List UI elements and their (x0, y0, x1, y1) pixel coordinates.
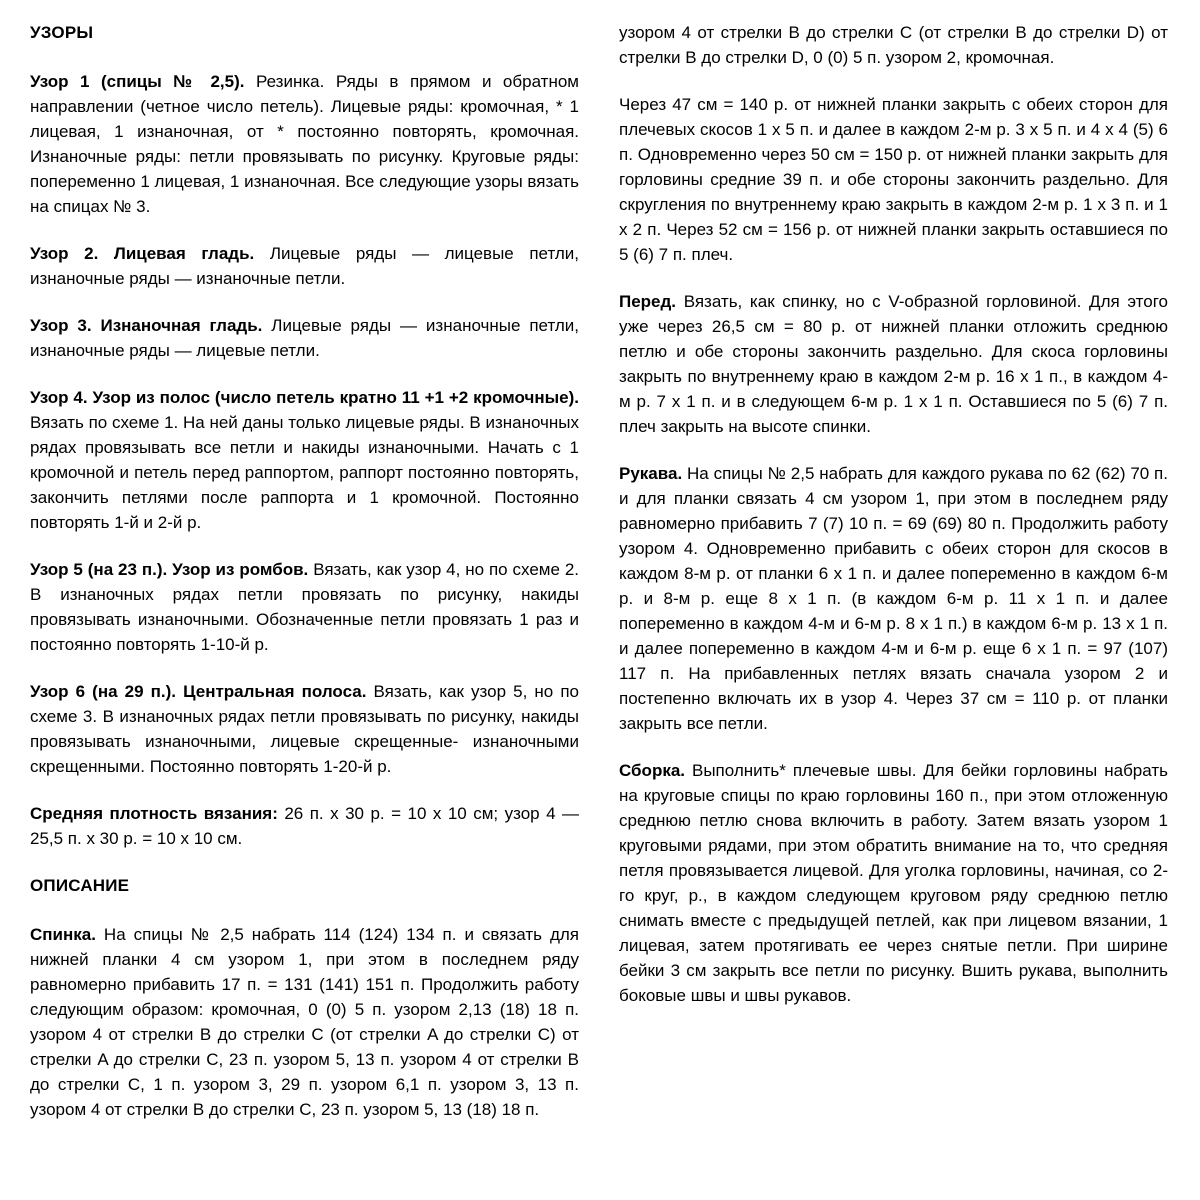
paragraph-text: Выполнить* плечевые швы. Для бейки горловины набрать на круговые спицы по краю горловины 160 п., при этом отложенную среднюю петлю снова включить в работу. Затем вязать узором 1 круговыми рядами, при этом обратить внимание на то, что средняя петля провязывается лицевой. Для уголка горловины, начиная, со 2-го круг, р., в каждом следующем круговом ряду среднюю петлю снимать вместе с предыдущей петлей, как при лицевом вязании, 1 лицевая, затем протягивать ее через снятые петли. При ширине бейки 3 см закрыть все петли по рисунку. Вшить рукава, выполнить боковые швы и швы рукавов. (619, 761, 1168, 1005)
paragraph-text: На спицы № 2,5 набрать для каждого рукава по 62 (62) 70 п. и для планки связать 4 см узором 1, при этом в последнем ряду равномерно прибавить 7 (7) 10 п. = 69 (69) 80 п. Продолжить работу узором 4. Одновременно прибавить с обеих сторон для скосов в каждом 8-м р. от планки 6 x 1 п. и далее попеременно в каждом 6-м р. и 8-м р. еще 8 x 1 п. (в каждом 6-м р. 11 x 1 п. и далее попеременно в каждом 4-м и 6-м р. 8 x 1 п.) в каждом 6-м р. 13 x 1 п. и далее попеременно в каждом 4-м и 6-м р. еще 6 x 1 п. = 97 (107) 117 п. На прибавленных петлях вязать сначала узором 2 и постепенно включать их в узор 4. Через 37 см = 110 р. от планки закрыть все петли. (619, 464, 1168, 733)
column-left (30, 20, 579, 1122)
paragraph-text: Лицевые ряды — лицевые петли, изнаночные ряды — изнаночные петли. (30, 244, 579, 288)
paragraph-shoulder-shaping (619, 92, 1168, 267)
column-right (619, 20, 1168, 1122)
section-heading-uzory: УЗОРЫ (30, 23, 94, 42)
section-heading-opisanie: ОПИСАНИЕ (30, 876, 130, 895)
paragraph-text: Вязать, как спинку, но с V-образной горловиной. Для этого уже через 26,5 см = 80 р. от нижней планки отложить среднюю петлю и обе стороны закончить раздельно. Для скоса горловины закрыть по внутреннему краю в каждом 2-м р. 16 x 1 п., в каждом 4-м р. 7 x 1 п. и в следующем 6-м р. 1 x 1 п. Оставшиеся по 5 (6) 7 п. плеч закрыть на высоте спинки. (619, 292, 1168, 436)
paragraph-lead: Рукава. (619, 464, 683, 483)
two-column-layout (30, 20, 1168, 1122)
paragraph-text: На спицы № 2,5 набрать 114 (124) 134 п. и связать для нижней планки 4 см узором 1, при этом в последнем ряду равномерно прибавить 17 п. = 131 (141) 151 п. Продолжить работу следующим образом: кромочная, 0 (0) 5 п. узором 2,13 (18) 18 п. узором 4 от стрелки B до стрелки C (от стрелки A до стрелки C) от стрелки A до стрелки C, 23 п. узором 5, 13 п. узором 4 от стрелки B до стрелки C, 1 п. узором 3, 29 п. узором 6,1 п. узором 3, 13 п. узором 4 от стрелки B до стрелки C, 23 п. узором 5, 13 (18) 18 п. (30, 925, 579, 1119)
paragraph-spinka (30, 922, 579, 1122)
paragraph-text: Резинка. Ряды в прямом и обратном направлении (четное число петель). Лицевые ряды: кромочная, * 1 лицевая, 1 изнаночная, от * постоянно повторять, кромочная. Изнаночные ряды: петли провязывать по рисунку. Круговые ряды: попеременно 1 лицевая, 1 изнаночная. Все следующие узоры вязать на спицах № 3. (30, 72, 579, 216)
paragraph-gauge (30, 801, 579, 851)
paragraph-lead: Узор 1 (спицы № 2,5). (30, 72, 245, 91)
paragraph-rukava (619, 461, 1168, 736)
paragraph-text: Вязать по схеме 1. На ней даны только лицевые ряды. В изнаночных рядах провязывать все петли и накиды изнаночными. Начать с 1 кромочной и петель перед раппортом, раппорт постоянно повторять, закончить петлями после раппорта и 1 кромочной. Постоянно повторять 1-й и 2-й р. (30, 413, 580, 532)
paragraph-uzor-5 (30, 557, 579, 657)
paragraph-lead: Узор 3. Изнаночная гладь. (30, 316, 263, 335)
paragraph-text: Вязать, как узор 4, но по схеме 2. В изнаночных рядах петли провязать по рисунку, накиды провязывать изнаночными. Обозначенные петли провязать 1 раз и постоянно повторять 1-10-й р. (30, 560, 580, 654)
paragraph-text: Через 47 см = 140 р. от нижней планки закрыть с обеих сторон для плечевых скосов 1 x 5 п. и далее в каждом 2-м р. 3 x 5 п. и 4 x 4 (5) 6 п. Одновременно через 50 см = 150 р. от нижней планки закрыть для горловины средние 39 п. и обе стороны закончить раздельно. Для скругления по внутреннему краю закрыть в каждом 2-м р. 1 x 3 п. и 1 x 2 п. Через 52 см = 156 р. от нижней планки закрыть оставшиеся по 5 (6) 7 п. плеч. (619, 95, 1168, 264)
paragraph-text: Вязать, как узор 5, но по схеме 3. В изнаночных рядах петли провязывать по рисунку, накиды провязывать изнаночными, лицевые скрещенные- изнаночными скрещенными. Постоянно повторять 1-20-й р. (30, 682, 579, 776)
paragraph-text: 26 п. x 30 р. = 10 x 10 см; узор 4 — 25,5 п. x 30 р. = 10 x 10 см. (30, 804, 579, 848)
paragraph-spinka-continued (619, 20, 1168, 70)
paragraph-lead: Узор 6 (на 29 п.). Центральная полоса. (30, 682, 367, 701)
paragraph-lead: Спинка. (30, 925, 96, 944)
paragraph-uzor-3 (30, 313, 579, 363)
paragraph-text: узором 4 от стрелки B до стрелки C (от стрелки B до стрелки D) от стрелки B до стрелки D, 0 (0) 5 п. узором 2, кромочная. (619, 23, 1168, 67)
paragraph-uzor-4 (30, 385, 579, 535)
paragraph-lead: Перед. (619, 292, 677, 311)
paragraph-uzor-2 (30, 241, 579, 291)
paragraph-lead: Узор 2. Лицевая гладь. (30, 244, 255, 263)
paragraph-lead: Средняя плотность вязания: (30, 804, 278, 823)
paragraph-pered (619, 289, 1168, 439)
paragraph-uzor-1 (30, 69, 579, 219)
paragraph-lead: Сборка. (619, 761, 686, 780)
paragraph-lead: Узор 4. Узор из полос (число петель кратно 11 +1 +2 кромочные). (30, 388, 579, 407)
paragraph-sborka (619, 758, 1168, 1008)
paragraph-text: Лицевые ряды — изнаночные петли, изнаночные ряды — лицевые петли. (30, 316, 579, 360)
paragraph-uzor-6 (30, 679, 579, 779)
paragraph-lead: Узор 5 (на 23 п.). Узор из ромбов. (30, 560, 309, 579)
